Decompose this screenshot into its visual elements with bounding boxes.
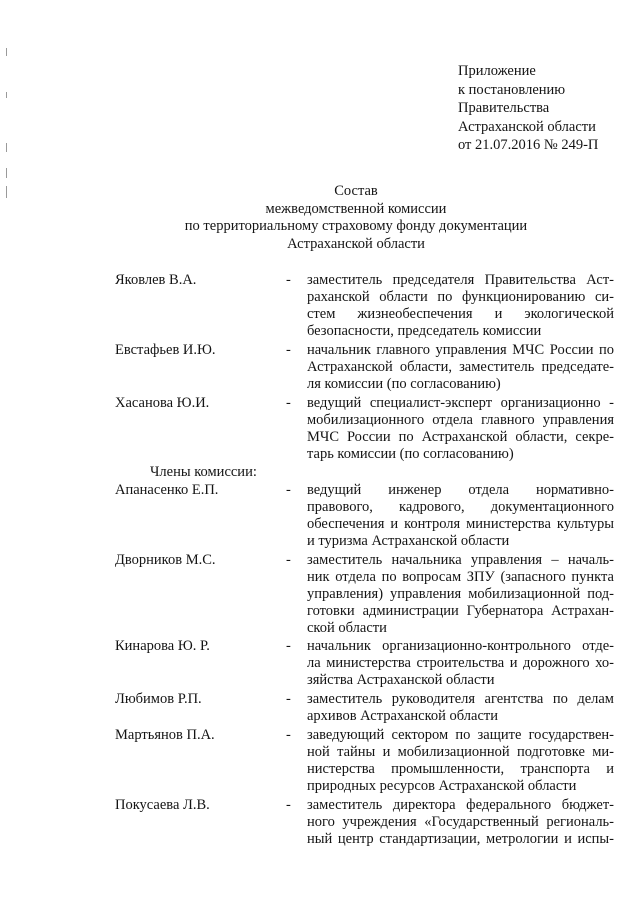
document-title bbox=[0, 183, 640, 253]
entry-dash: - bbox=[286, 552, 291, 568]
person-position: начальник организационно-контрольного отде- ла министерства строительства и дорожного хо- зяйства Астраханской области bbox=[307, 638, 614, 688]
person-position: заместитель руководителя агентства по делам архивов Астраханской области bbox=[307, 691, 614, 724]
person-name: Мартьянов П.А. bbox=[115, 727, 215, 743]
person-name: Кинарова Ю. Р. bbox=[115, 638, 210, 654]
appendix-date-number: от 21.07.2016 № 249-П bbox=[458, 137, 599, 153]
entry-dash: - bbox=[286, 638, 291, 654]
appendix-block bbox=[458, 62, 598, 155]
entry-dash: - bbox=[286, 272, 291, 288]
person-name: Яковлев В.А. bbox=[115, 272, 197, 288]
person-name: Евстафьев И.Ю. bbox=[115, 342, 216, 358]
title-line: Состав bbox=[334, 183, 378, 199]
appendix-line: к постановлению bbox=[458, 81, 566, 98]
person-position: заместитель начальника управления – началь- ник отдела по вопросам ЗПУ (запасного пункта управления) управления мобилизационной под- готовки администрации Губернатора Астрахан- ской области bbox=[307, 552, 614, 636]
title-line: по территориальному страховому фонду документации bbox=[184, 218, 528, 234]
person-name: Дворников М.С. bbox=[115, 552, 216, 568]
appendix-line: Правительства bbox=[458, 100, 550, 116]
person-name: Любимов Р.П. bbox=[115, 691, 202, 707]
entry-dash: - bbox=[286, 727, 291, 743]
title-line: межведомственной комиссии bbox=[265, 200, 447, 217]
entry-dash: - bbox=[286, 342, 291, 358]
person-position: заместитель директора федерального бюджет- ного учреждения «Государственный региональ- ный центр стандартизации, метрологии и испы- bbox=[307, 797, 614, 847]
entry-dash: - bbox=[286, 797, 291, 813]
person-name: Покусаева Л.В. bbox=[115, 797, 210, 813]
person-position: начальник главного управления МЧС России по Астраханской области, заместитель председате- ля комиссии (по согласованию) bbox=[307, 342, 614, 392]
person-position: заведующий сектором по защите государствен- ной тайны и мобилизационной подготовке ми- нистерства промышленности, транспорта и природных ресурсов Астраханской области bbox=[307, 727, 614, 794]
person-name: Апанасенко Е.П. bbox=[115, 482, 219, 498]
person-position: ведущий инженер отдела нормативно- правового, кадрового, документационного обеспечения и контроля министерства культуры и туризма Астраханской области bbox=[307, 482, 614, 549]
members-heading: Члены комиссии: bbox=[150, 464, 257, 480]
person-position: ведущий специалист-эксперт организационно - мобилизационного отдела главного управления МЧС России по Астраханской области, секре- тарь комиссии (по согласованию) bbox=[307, 395, 614, 462]
person-position: заместитель председателя Правительства Аст- раханской области по функционированию си- стем жизнеобеспечения и экологической безопасности, председатель комиссии bbox=[307, 272, 614, 339]
entry-dash: - bbox=[286, 395, 291, 411]
entry-dash: - bbox=[286, 482, 291, 498]
appendix-line: Астраханской области bbox=[458, 118, 596, 135]
person-name: Хасанова Ю.И. bbox=[115, 395, 210, 411]
entry-dash: - bbox=[286, 691, 291, 707]
appendix-line: Приложение bbox=[458, 63, 536, 79]
title-line: Астраханской области bbox=[287, 235, 425, 252]
